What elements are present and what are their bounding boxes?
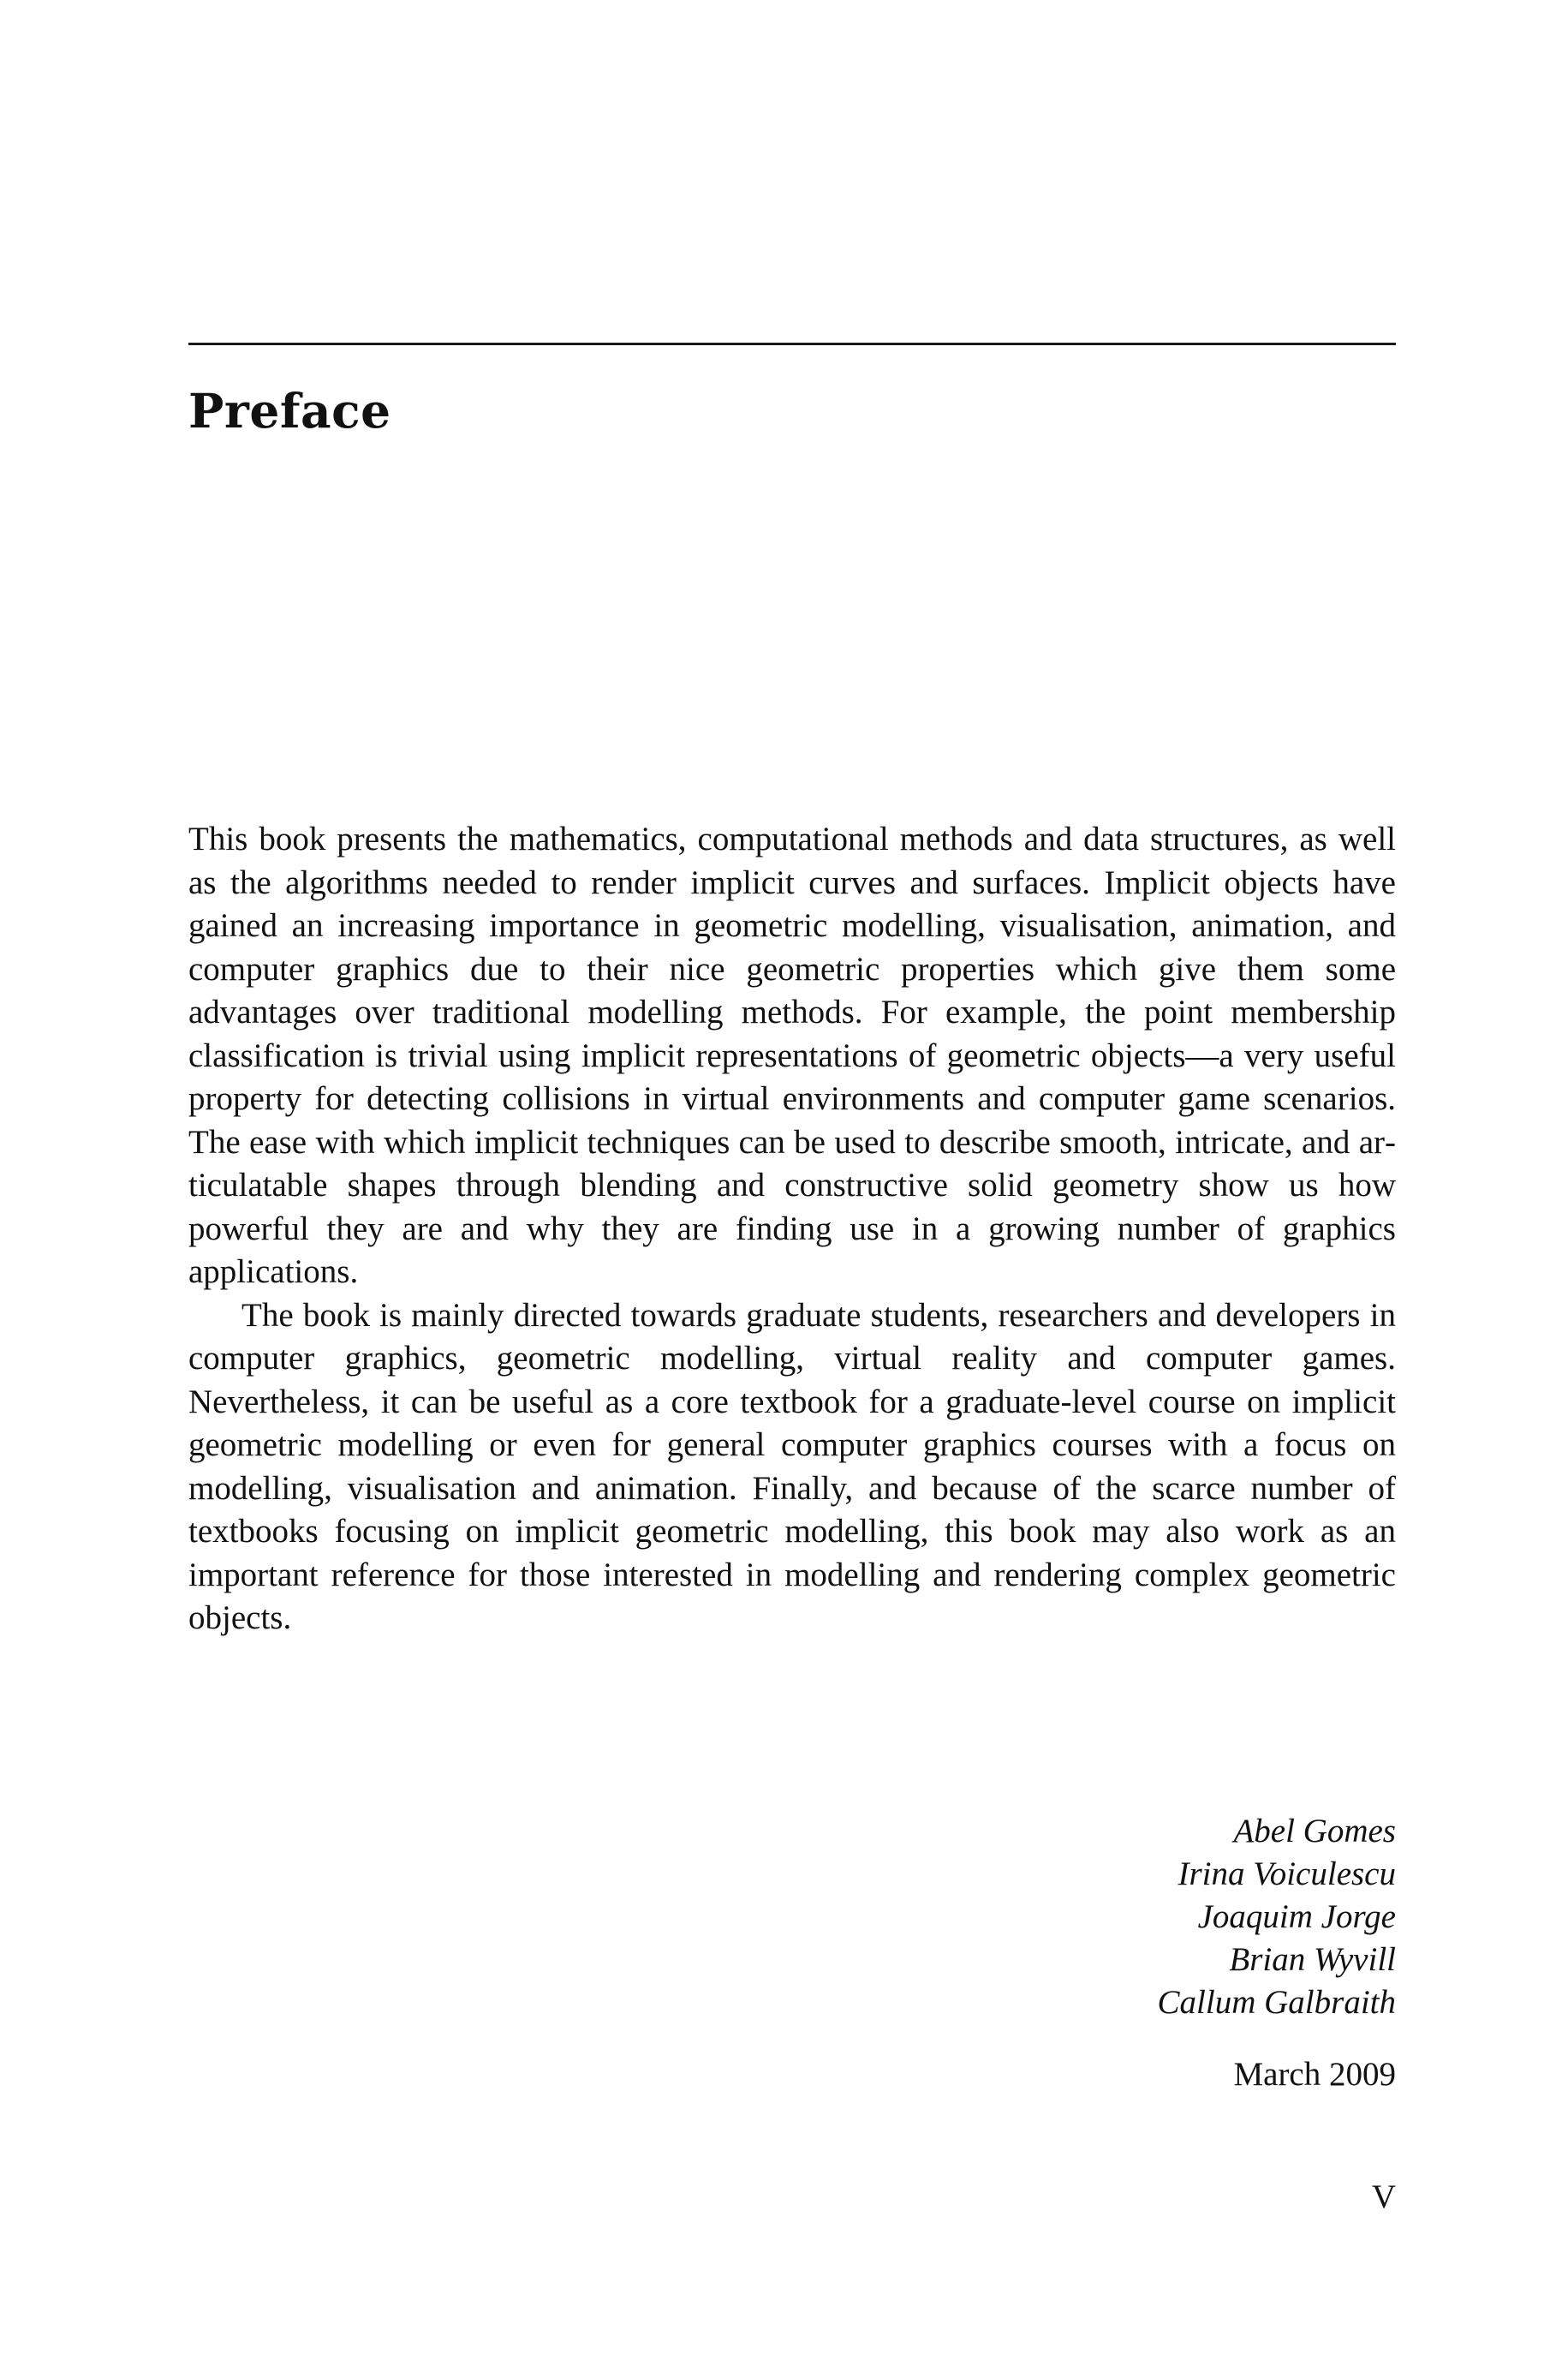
author-name: Callum Galbraith	[1157, 1984, 1396, 2021]
author-name: Joaquim Jorge	[1197, 1898, 1396, 1935]
preface-body	[188, 818, 1396, 1640]
author-name: Irina Voiculescu	[1177, 1855, 1396, 1892]
preface-date: March 2009	[1233, 2056, 1396, 2093]
chapter-rule	[188, 343, 1396, 345]
page-number: V	[1371, 2178, 1396, 2215]
author-signatures	[1158, 1810, 1396, 2024]
body-paragraph-1: This book presents the mathematics, computational methods and data structures, as well as the algorithms needed to render implicit curves and surfaces. Implicit objects have gained an increasing importance in geometric modelling, visualisation, animation, and computer graphics due to their nice geometric properties which give them some advantages over traditional modelling methods. For example, the point membership classification is trivial using implicit representations of geometric objects—a very useful property for detecting collisions in virtual environments and computer game scenarios. The ease with which implicit techniques can be used to describe smooth, intricate, and articulatable shapes through blending and constructive solid geometry show us how powerful they are and why they are finding use in a growing number of graphics applications.	[188, 821, 1396, 1290]
body-paragraph-2: The book is mainly directed towards graduate students, researchers and developers in computer graphics, geometric modelling, virtual reality and computer games. Nevertheless, it can be useful as a core textbook for a graduate-level course on implicit geometric modelling or even for general computer graphics courses with a focus on modelling, visualisation and animation. Finally, and because of the scarce number of textbooks focusing on implicit geometric modelling, this book may also work as an important reference for those interested in modelling and rendering complex geometric objects.	[188, 1296, 1396, 1636]
author-name: Abel Gomes	[1233, 1813, 1396, 1849]
chapter-title: Preface	[188, 383, 391, 439]
author-name: Brian Wyvill	[1229, 1941, 1396, 1978]
